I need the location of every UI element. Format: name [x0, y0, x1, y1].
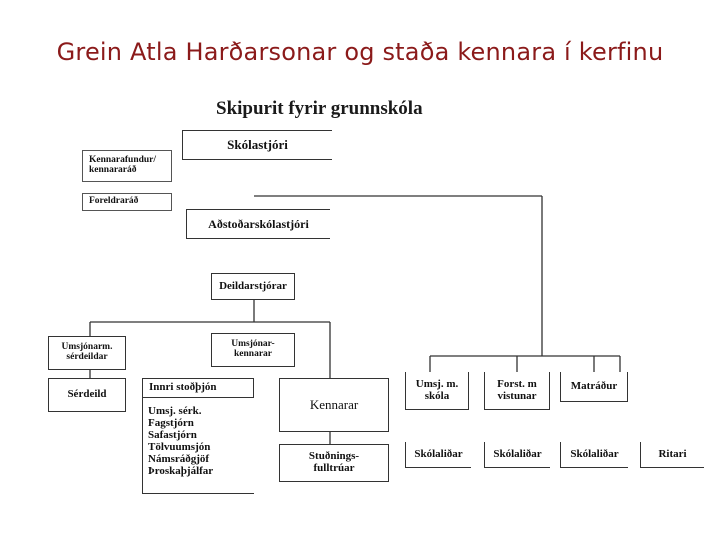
- teachers-council-box: [82, 150, 172, 182]
- special-dept-label: Sérdeild: [67, 388, 107, 401]
- after-school-head-box: [484, 372, 550, 410]
- principal-label: Skólastjóri: [227, 137, 288, 153]
- internal-support-item: Tölvuumsjón: [148, 441, 211, 453]
- support-officers-box: [279, 444, 389, 482]
- internal-support-header: [142, 378, 254, 398]
- after-school-head-label-2: vistunar: [497, 389, 537, 402]
- cook-label: Matráður: [570, 379, 618, 392]
- department-heads-label: Deildarstjórar: [219, 279, 287, 292]
- internal-support-list: [148, 405, 213, 477]
- special-dept-supervisor-label-1: Umsjónarm.: [61, 342, 113, 353]
- teachers-council-label-2: kennararáð: [89, 165, 137, 175]
- secretary-box: [640, 442, 704, 468]
- teachers-box: [279, 378, 389, 432]
- school-staff-label-2: Skólaliðar: [493, 447, 542, 460]
- support-officers-label-2: fulltrúar: [313, 462, 355, 474]
- special-dept-box: [48, 378, 126, 412]
- internal-support-item: Námsráðgjöf: [148, 453, 210, 465]
- support-officers-label-1: Stuðnings-: [308, 450, 360, 463]
- principal-box: [182, 130, 332, 160]
- school-staff-box-3: [560, 442, 628, 468]
- special-dept-supervisor-label-2: sérdeildar: [66, 352, 108, 362]
- internal-support-item: Umsj. sérk.: [148, 405, 202, 417]
- school-staff-box-1: [405, 442, 471, 468]
- special-dept-supervisor-box: [48, 336, 126, 370]
- homeroom-teachers-box: [211, 333, 295, 367]
- parents-council-box: [82, 193, 172, 211]
- department-heads-box: [211, 273, 295, 300]
- internal-support-item: Safastjórn: [148, 429, 197, 441]
- school-caretaker-label-2: skóla: [424, 389, 450, 402]
- internal-support-item: Þroskaþjálfar: [148, 465, 214, 477]
- after-school-head-label-1: Forst. m: [497, 377, 537, 390]
- school-staff-label-3: Skólaliðar: [570, 447, 619, 460]
- assistant-principal-label: Aðstoðarskólastjóri: [208, 216, 309, 231]
- secretary-label: Ritari: [658, 447, 687, 460]
- org-chart-title: Skipurit fyrir grunnskóla: [216, 98, 423, 119]
- teachers-council-label-1: Kennarafundur/: [89, 155, 157, 166]
- school-staff-label-1: Skólaliðar: [414, 447, 463, 460]
- school-caretaker-label-1: Umsj. m.: [415, 377, 459, 390]
- internal-support-item: Fagstjórn: [148, 417, 194, 429]
- teachers-label: Kennarar: [309, 397, 359, 413]
- homeroom-teachers-label-2: kennarar: [234, 349, 272, 359]
- parents-council-label: Foreldraráð: [89, 196, 139, 207]
- school-staff-box-2: [484, 442, 550, 468]
- homeroom-teachers-label-1: Umsjónar-: [231, 339, 275, 350]
- school-caretaker-box: [405, 372, 469, 410]
- internal-support-label: Innri stoðþjón: [149, 381, 217, 394]
- slide-title: Grein Atla Harðarsonar og staða kennara í kerfinu: [56, 38, 664, 66]
- assistant-principal-box: [186, 209, 330, 239]
- cook-box: [560, 372, 628, 402]
